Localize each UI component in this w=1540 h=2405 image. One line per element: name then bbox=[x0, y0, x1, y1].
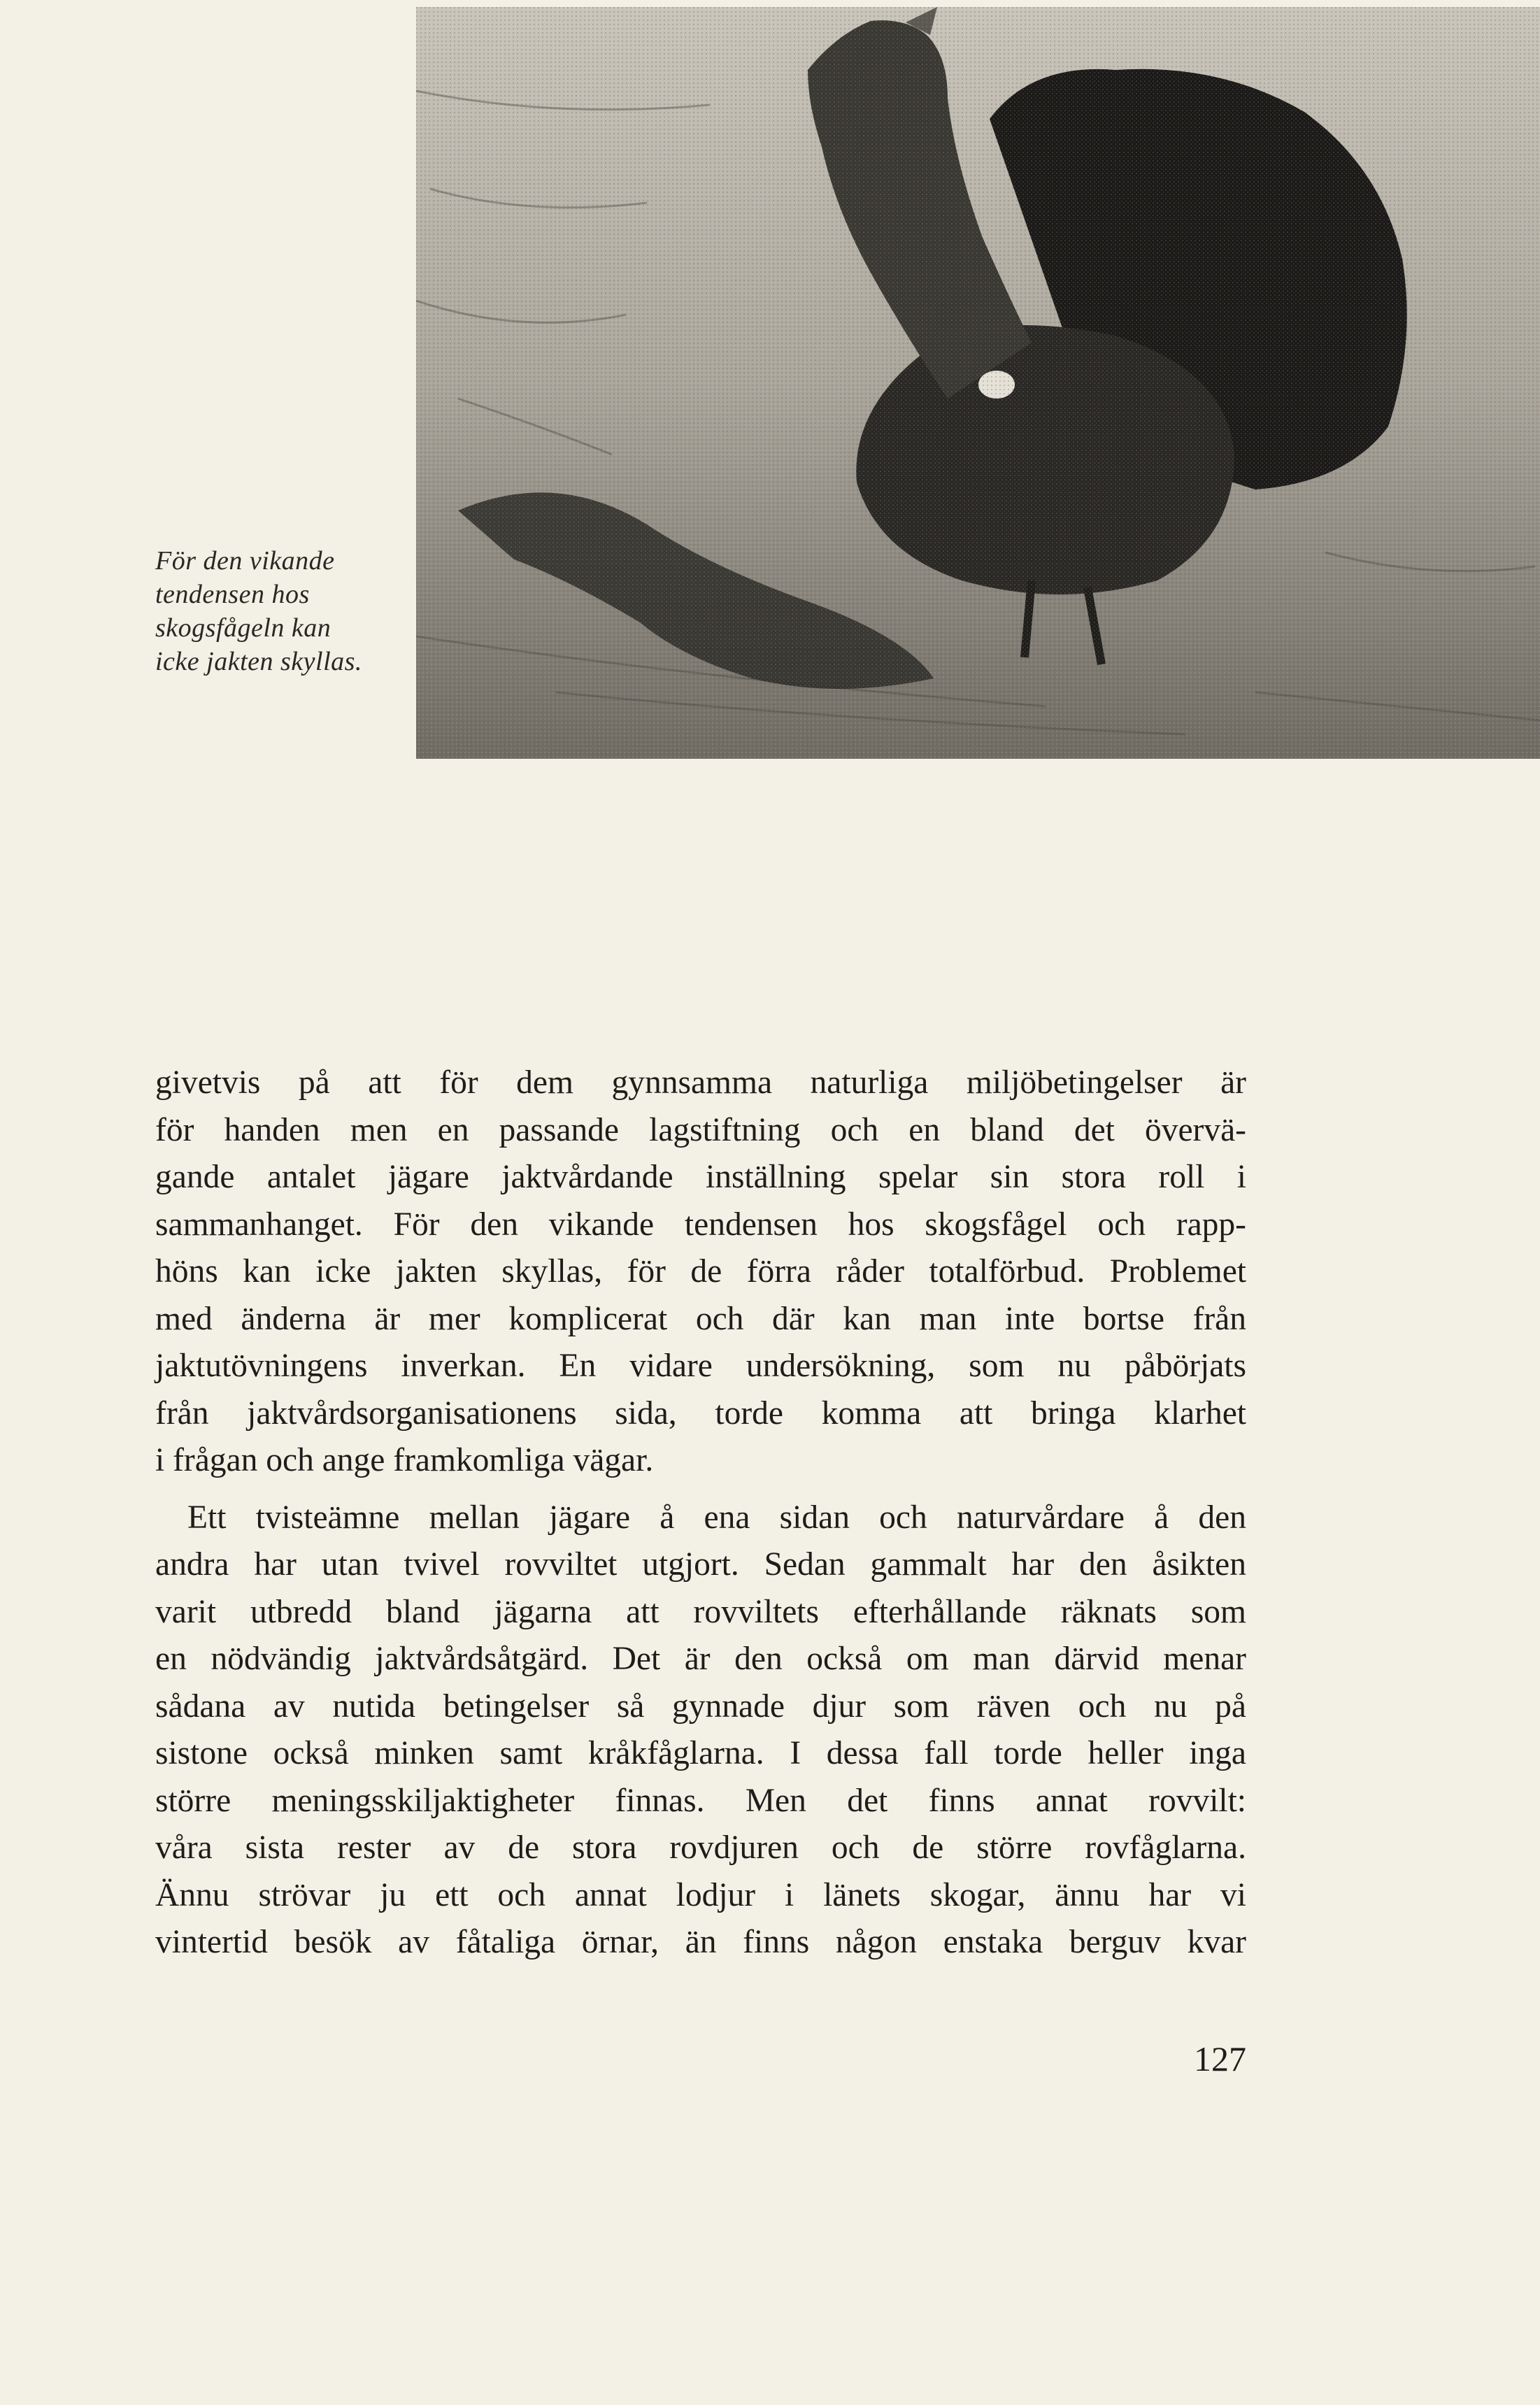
text-line: sammanhanget. För den vikande tendensen hos skogsfågel och rapp- bbox=[155, 1206, 1246, 1243]
capercaillie-photo bbox=[416, 7, 1540, 759]
caption-line: tendensen hos bbox=[155, 580, 310, 609]
text-line: från jaktvårdsorganisationens sida, torde komma att bringa klarhet bbox=[155, 1394, 1246, 1432]
text-line: höns kan icke jakten skyllas, för de förra råder totalförbud. Problemet bbox=[155, 1253, 1246, 1290]
text-line: Ännu strövar ju ett och annat lodjur i länets skogar, ännu har vi bbox=[155, 1876, 1246, 1913]
text-line: i frågan och ange framkomliga vägar. bbox=[155, 1442, 654, 1478]
text-line: varit utbredd bland jägarna att rovviltets efterhållande räknats som bbox=[155, 1593, 1246, 1630]
text-line: för handen men en passande lagstiftning och en bland det övervä- bbox=[155, 1111, 1246, 1148]
text-line: med änderna är mer komplicerat och där kan man inte bortse från bbox=[155, 1300, 1246, 1337]
text-line: vintertid besök av fåtaliga örnar, än finns någon enstaka berguv kvar bbox=[155, 1924, 1246, 1960]
text-line: sistone också minken samt kråkfåglarna. I dessa fall torde heller inga bbox=[155, 1735, 1246, 1771]
text-line: större meningsskiljaktigheter finnas. Men det finns annat rovvilt: bbox=[155, 1782, 1246, 1819]
text-line: våra sista rester av de stora rovdjuren och de större rovfåglarna. bbox=[155, 1829, 1246, 1866]
text-line: sådana av nutida betingelser så gynnade djur som räven och nu på bbox=[155, 1687, 1246, 1725]
capercaillie-icon bbox=[416, 7, 1540, 759]
text-line: givetvis på att för dem gynnsamma naturliga miljöbetingelser är bbox=[155, 1064, 1246, 1101]
caption-line: skogsfågeln kan bbox=[155, 613, 331, 643]
photo-caption bbox=[155, 544, 407, 678]
caption-line: För den vikande bbox=[155, 546, 335, 576]
text-line: Ett tvisteämne mellan jägare å ena sidan och naturvårdare å den bbox=[187, 1499, 1246, 1536]
caption-line: icke jakten skyllas. bbox=[155, 647, 362, 676]
paragraph-1 bbox=[155, 1059, 1246, 1485]
body-text bbox=[155, 1059, 1246, 1967]
paragraph-2 bbox=[155, 1494, 1246, 1967]
page-number: 127 bbox=[1194, 2039, 1246, 2078]
text-line: en nödvändig jaktvårdsåtgärd. Det är den också om man därvid menar bbox=[155, 1641, 1246, 1677]
text-line: andra har utan tvivel rovviltet utgjort. Sedan gammalt har den åsikten bbox=[155, 1546, 1246, 1583]
text-line: gande antalet jägare jaktvårdande inställning spelar sin stora roll i bbox=[155, 1159, 1246, 1195]
text-line: jaktutövningens inverkan. En vidare undersökning, som nu påbörjats bbox=[155, 1348, 1246, 1384]
